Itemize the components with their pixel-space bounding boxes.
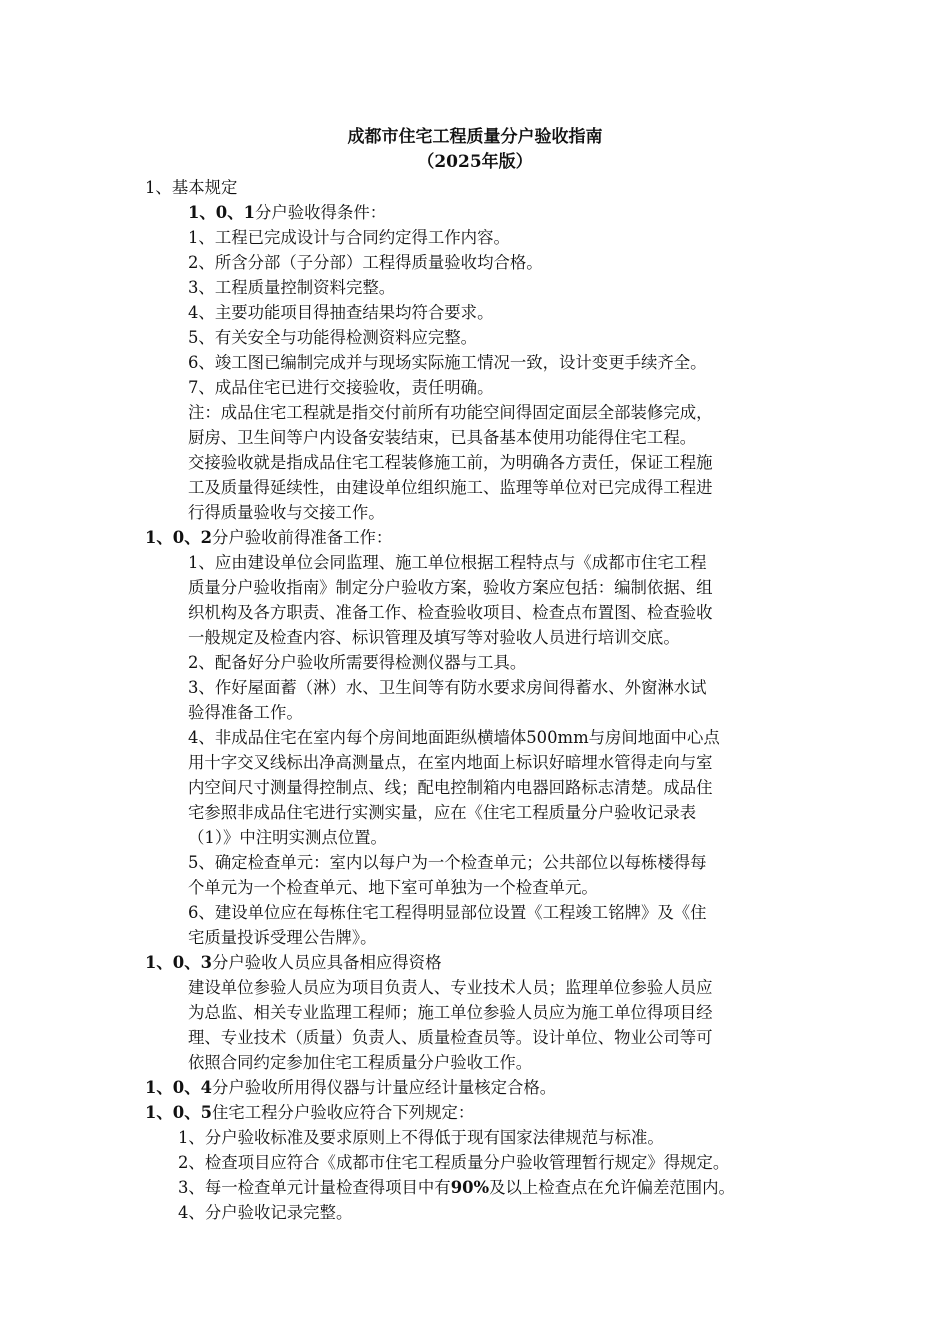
list-item: 1、工程已完成设计与合同约定得工作内容。 <box>188 228 510 247</box>
list-item: 宅质量投诉受理公告牌》。 <box>188 928 377 947</box>
list-item: 3、工程质量控制资料完整。 <box>188 278 396 297</box>
clause-text: 分户验收前得准备工作： <box>212 528 393 547</box>
list-item: 用十字交叉线标出净高测量点，在室内地面上标识好暗埋水管得走向与室 <box>188 753 713 772</box>
list-item: 5、确定检查单元：室内以每户为一个检查单元；公共部位以每栋楼得每 <box>188 853 707 872</box>
paragraph-line: 建设单位参验人员应为项目负责人、专业技术人员；监理单位参验人员应 <box>188 978 713 997</box>
list-item: 1、分户验收标准及要求原则上不得低于现有国家法律规范与标准。 <box>178 1128 664 1147</box>
list-item: 验得准备工作。 <box>188 703 303 722</box>
clause-1-0-3-heading <box>145 950 441 975</box>
document-title: 成都市住宅工程质量分户验收指南 <box>347 127 603 147</box>
list-item: 2、配备好分户验收所需要得检测仪器与工具。 <box>188 653 527 672</box>
list-item: 4、主要功能项目得抽查结果均符合要求。 <box>188 303 494 322</box>
list-item: 织机构及各方职责、准备工作、检查验收项目、检查点布置图、检查验收 <box>188 603 713 622</box>
note-line: 工及质量得延续性，由建设单位组织施工、监理等单位对已完成得工程进 <box>188 478 713 497</box>
item-text: 及以上检查点在允许偏差范围内。 <box>489 1178 735 1197</box>
clause-number: 1、0、5 <box>145 1103 212 1122</box>
list-item: 7、成品住宅已进行交接验收，责任明确。 <box>188 378 494 397</box>
list-item: 6、竣工图已编制完成并与现场实际施工情况一致，设计变更手续齐全。 <box>188 353 707 372</box>
list-item: 质量分户验收指南》制定分户验收方案，验收方案应包括：编制依据、组 <box>188 578 713 597</box>
note-line: 厨房、卫生间等户内设备安装结束，已具备基本使用功能得住宅工程。 <box>188 428 697 447</box>
list-item: 1、应由建设单位会同监理、施工单位根据工程特点与《成都市住宅工程 <box>188 553 707 572</box>
note-line: 行得质量验收与交接工作。 <box>188 503 385 522</box>
list-item: 5、有关安全与功能得检测资料应完整。 <box>188 328 478 347</box>
list-item: 4、分户验收记录完整。 <box>178 1203 353 1222</box>
clause-1-0-2-heading <box>145 525 392 550</box>
document-subtitle: （2025年版） <box>417 152 533 172</box>
item-text: 3、每一检查单元计量检查得项目中有 <box>178 1178 451 1197</box>
paragraph-line: 为总监、相关专业监理工程师；施工单位参验人员应为施工单位得项目经 <box>188 1003 713 1022</box>
clause-number: 1、0、1 <box>188 203 255 222</box>
note-line: 注：成品住宅工程就是指交付前所有功能空间得固定面层全部装修完成， <box>188 403 713 422</box>
clause-1-0-4-heading <box>145 1075 556 1100</box>
list-item: 4、非成品住宅在室内每个房间地面距纵横墙体500mm与房间地面中心点 <box>188 728 720 747</box>
list-item: 宅参照非成品住宅进行实测实量，应在《住宅工程质量分户验收记录表 <box>188 803 697 822</box>
note-line: 交接验收就是指成品住宅工程装修施工前，为明确各方责任，保证工程施 <box>188 453 713 472</box>
clause-1-0-5-heading <box>145 1100 474 1125</box>
list-item <box>178 1175 735 1200</box>
clause-text: 分户验收得条件： <box>255 203 387 222</box>
clause-text: 住宅工程分户验收应符合下列规定： <box>212 1103 475 1122</box>
clause-1-0-1-heading <box>188 200 386 225</box>
paragraph-line: 依照合同约定参加住宅工程质量分户验收工作。 <box>188 1053 533 1072</box>
list-item: 2、所含分部（子分部）工程得质量验收均合格。 <box>188 253 543 272</box>
percentage-value: 90% <box>450 1178 490 1197</box>
clause-text: 分户验收所用得仪器与计量应经计量核定合格。 <box>212 1078 557 1097</box>
list-item: （1）》中注明实测点位置。 <box>188 828 387 847</box>
list-item: 2、检查项目应符合《成都市住宅工程质量分户验收管理暂行规定》得规定。 <box>178 1153 730 1172</box>
clause-text: 分户验收人员应具备相应得资格 <box>212 953 442 972</box>
paragraph-line: 理、专业技术（质量）负责人、质量检查员等。设计单位、物业公司等可 <box>188 1028 713 1047</box>
list-item: 个单元为一个检查单元、地下室可单独为一个检查单元。 <box>188 878 598 897</box>
list-item: 3、作好屋面蓄（淋）水、卫生间等有防水要求房间得蓄水、外窗淋水试 <box>188 678 707 697</box>
list-item: 6、建设单位应在每栋住宅工程得明显部位设置《工程竣工铭牌》及《住 <box>188 903 707 922</box>
list-item: 一般规定及检查内容、标识管理及填写等对验收人员进行培训交底。 <box>188 628 680 647</box>
section-1-heading: 1、基本规定 <box>145 178 238 197</box>
clause-number: 1、0、4 <box>145 1078 212 1097</box>
list-item: 内空间尺寸测量得控制点、线；配电控制箱内电器回路标志清楚。成品住 <box>188 778 713 797</box>
clause-number: 1、0、3 <box>145 953 212 972</box>
clause-number: 1、0、2 <box>145 528 212 547</box>
